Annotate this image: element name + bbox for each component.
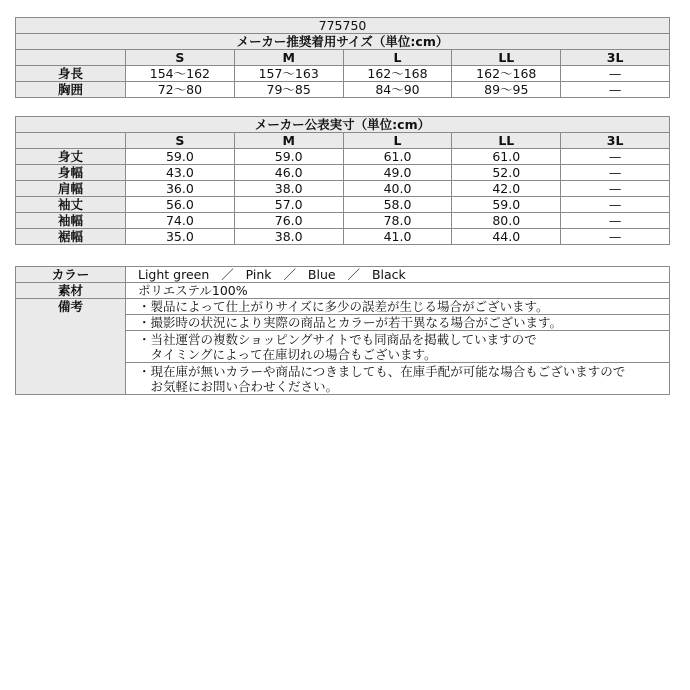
actual-size-header-row <box>16 133 670 149</box>
table-cell: 74.0 <box>126 213 235 229</box>
note-line: タイミングによって在庫切れの場合もございます。 <box>138 346 437 362</box>
table-cell: 84〜90 <box>343 82 452 98</box>
table-row <box>16 165 670 181</box>
color-label: カラー <box>16 267 126 283</box>
product-code: 775750 <box>16 18 670 34</box>
table-cell: 76.0 <box>234 213 343 229</box>
size-header: LL <box>452 133 561 149</box>
table-cell: — <box>561 181 670 197</box>
table-cell: 59.0 <box>234 149 343 165</box>
size-header: M <box>234 133 343 149</box>
table-cell: 40.0 <box>343 181 452 197</box>
table-cell: — <box>561 197 670 213</box>
table-cell: 35.0 <box>126 229 235 245</box>
table-cell: 162〜168 <box>343 66 452 82</box>
note-row <box>16 299 670 315</box>
product-info-table <box>15 266 670 395</box>
table-cell: 61.0 <box>343 149 452 165</box>
note-line: ・撮影時の状況により実際の商品とカラーが若干異なる場合がございます。 <box>138 315 563 330</box>
table-cell: 41.0 <box>343 229 452 245</box>
table-cell: 157〜163 <box>234 66 343 82</box>
material-value: ポリエステル100% <box>126 283 670 299</box>
notes-label: 備考 <box>16 299 126 395</box>
table-cell: 46.0 <box>234 165 343 181</box>
table-row <box>16 229 670 245</box>
size-header: L <box>343 133 452 149</box>
table-cell: 36.0 <box>126 181 235 197</box>
row-label: 身幅 <box>16 165 126 181</box>
size-header: LL <box>452 50 561 66</box>
table-cell: 56.0 <box>126 197 235 213</box>
row-label: 身丈 <box>16 149 126 165</box>
table-row <box>16 66 670 82</box>
table-row <box>16 197 670 213</box>
table-cell: 80.0 <box>452 213 561 229</box>
table-cell: 44.0 <box>452 229 561 245</box>
row-label: 袖丈 <box>16 197 126 213</box>
note-item <box>126 315 670 331</box>
header-blank-cell <box>16 133 126 149</box>
color-name: Black <box>371 267 406 282</box>
row-label: 身長 <box>16 66 126 82</box>
note-item <box>126 299 670 315</box>
table-row <box>16 213 670 229</box>
note-item <box>126 331 670 363</box>
table-cell: 154〜162 <box>126 66 235 82</box>
row-label: 袖幅 <box>16 213 126 229</box>
size-header: M <box>234 50 343 66</box>
recommended-size-title: メーカー推奨着用サイズ（単位:cm） <box>16 34 670 50</box>
material-label: 素材 <box>16 283 126 299</box>
color-separator: ／ <box>347 267 361 282</box>
table-cell: 38.0 <box>234 181 343 197</box>
color-list <box>126 267 670 283</box>
color-separator: ／ <box>221 267 234 282</box>
size-header: 3L <box>561 133 670 149</box>
actual-size-title: メーカー公表実寸（単位:cm） <box>16 117 670 133</box>
size-header: S <box>126 50 235 66</box>
table-cell: 59.0 <box>452 197 561 213</box>
table-cell: 79〜85 <box>234 82 343 98</box>
table-cell: 42.0 <box>452 181 561 197</box>
table-cell: 59.0 <box>126 149 235 165</box>
color-name: Pink <box>245 267 272 282</box>
table-cell: 72〜80 <box>126 82 235 98</box>
header-blank-cell <box>16 50 126 66</box>
color-row <box>16 267 670 283</box>
table-cell: 38.0 <box>234 229 343 245</box>
table-row <box>16 181 670 197</box>
recommended-size-header-row <box>16 50 670 66</box>
note-line: ・現在庫が無いカラーや商品につきましても、在庫手配が可能な場合もございますので <box>138 363 626 379</box>
note-line: お気軽にお問い合わせください。 <box>138 378 339 394</box>
note-line: ・製品によって仕上がりサイズに多少の誤差が生じる場合がございます。 <box>138 299 549 314</box>
color-separator: ／ <box>283 267 296 282</box>
table-cell: 61.0 <box>452 149 561 165</box>
table-row <box>16 82 670 98</box>
table-cell: 58.0 <box>343 197 452 213</box>
recommended-size-table <box>15 17 670 98</box>
color-name: Light green <box>138 267 210 282</box>
color-name: Blue <box>307 267 336 282</box>
table-cell: 52.0 <box>452 165 561 181</box>
row-label: 肩幅 <box>16 181 126 197</box>
table-cell: — <box>561 213 670 229</box>
table-cell: — <box>561 165 670 181</box>
table-cell: 49.0 <box>343 165 452 181</box>
table-cell: — <box>561 66 670 82</box>
row-label: 胸囲 <box>16 82 126 98</box>
material-row <box>16 283 670 299</box>
actual-size-table <box>15 116 670 245</box>
table-cell: — <box>561 149 670 165</box>
row-label: 裾幅 <box>16 229 126 245</box>
size-header: L <box>343 50 452 66</box>
note-line: ・当社運営の複数ショッピングサイトでも同商品を掲載していますので <box>138 331 537 347</box>
size-header: S <box>126 133 235 149</box>
table-cell: — <box>561 229 670 245</box>
table-cell: 162〜168 <box>452 66 561 82</box>
table-cell: 57.0 <box>234 197 343 213</box>
note-item <box>126 363 670 395</box>
table-cell: 43.0 <box>126 165 235 181</box>
table-cell: — <box>561 82 670 98</box>
table-cell: 78.0 <box>343 213 452 229</box>
size-header: 3L <box>561 50 670 66</box>
table-row <box>16 149 670 165</box>
table-cell: 89〜95 <box>452 82 561 98</box>
